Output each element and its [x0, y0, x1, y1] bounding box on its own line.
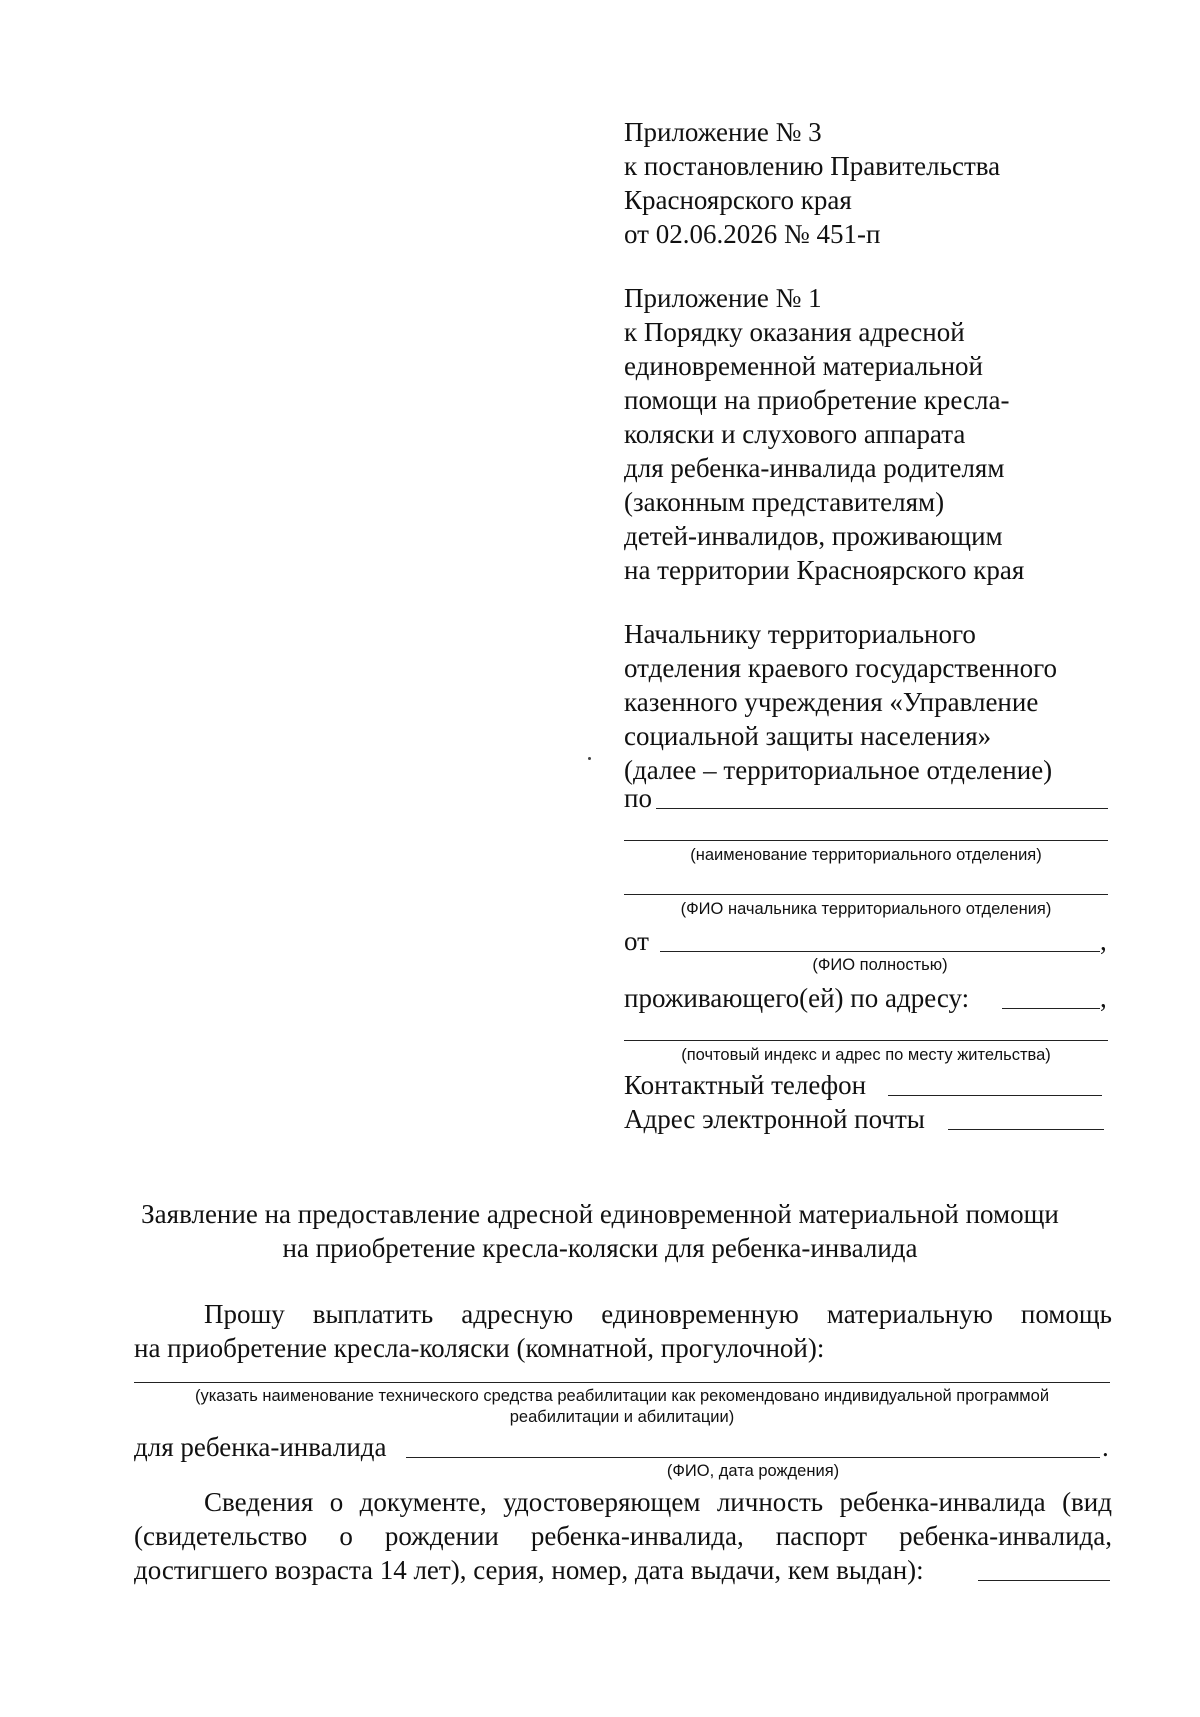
- po-field-line[interactable]: [656, 808, 1108, 809]
- appendix3-line1: Приложение № 3: [624, 117, 822, 147]
- hint-tsr-line2: реабилитации и абилитации): [509, 1408, 735, 1426]
- head-field-line[interactable]: [624, 894, 1108, 895]
- email-field-line[interactable]: [948, 1129, 1104, 1130]
- para1-line1: Прошу выплатить адресную единовременную материальную помощь: [204, 1299, 1112, 1329]
- appendix1-line2: к Порядку оказания адресной: [624, 317, 965, 347]
- addressee-line2: отделения краевого государственного: [624, 653, 1058, 683]
- para1-line2: на приобретение кресла-коляски (комнатной, прогулочной):: [134, 1333, 825, 1363]
- email-label: Адрес электронной почты: [624, 1104, 925, 1134]
- from-comma: ,: [1100, 926, 1107, 956]
- appendix3-line3: Красноярского края: [624, 185, 852, 215]
- addressee-line4: социальной защиты населения»: [624, 721, 992, 751]
- appendix1-line3: единовременной материальной: [624, 351, 983, 381]
- hint-address: (почтовый индекс и адрес по месту жительства): [681, 1046, 1051, 1064]
- appendix1-line9: на территории Красноярского края: [624, 555, 1025, 585]
- para2-line3: достигшего возраста 14 лет), серия, номер, дата выдачи, кем выдан):: [134, 1555, 924, 1585]
- child-period: .: [1102, 1432, 1109, 1462]
- hint-tsr-line1: (указать наименование технического средства реабилитации как рекомендовано индивидуальной программой: [194, 1387, 1050, 1405]
- para2-line2: (свидетельство о рождении ребенка-инвалида, паспорт ребенка-инвалида,: [134, 1521, 1112, 1551]
- title-line1: Заявление на предоставление адресной единовременной материальной помощи: [141, 1199, 1059, 1229]
- child-label: для ребенка-инвалида: [134, 1432, 387, 1462]
- addressee-line1: Начальнику территориального: [624, 619, 976, 649]
- hint-head: (ФИО начальника территориального отделения): [680, 900, 1052, 918]
- hint-fio: (ФИО полностью): [812, 956, 948, 974]
- from-label: от: [624, 926, 649, 956]
- document-field-line[interactable]: [978, 1580, 1110, 1581]
- appendix1-line1: Приложение № 1: [624, 283, 822, 313]
- hint-child: (ФИО, дата рождения): [666, 1462, 840, 1480]
- addressee-line5: (далее – территориальное отделение): [624, 755, 1053, 785]
- residing-label: проживающего(ей) по адресу:: [624, 983, 970, 1013]
- appendix1-line4: помощи на приобретение кресла-: [624, 385, 1010, 415]
- from-field-line[interactable]: [660, 951, 1100, 952]
- hint-office: (наименование территориального отделения): [690, 846, 1042, 864]
- title-line2: на приобретение кресла-коляски для ребенка-инвалида: [282, 1233, 918, 1263]
- po-label: по: [624, 783, 652, 813]
- appendix3-line2: к постановлению Правительства: [624, 151, 1001, 181]
- child-field-line[interactable]: [406, 1457, 1100, 1458]
- appendix3-line4: от 02.06.2026 № 451-п: [624, 219, 881, 249]
- appendix1-line5: коляски и слухового аппарата: [624, 419, 966, 449]
- tsr-field-line[interactable]: [134, 1382, 1110, 1383]
- phone-label: Контактный телефон: [624, 1070, 867, 1100]
- appendix1-line6: для ребенка-инвалида родителям: [624, 453, 1005, 483]
- appendix1-line7: (законным представителям): [624, 487, 945, 517]
- stray-dot: [588, 757, 591, 760]
- address-field-line[interactable]: [624, 1040, 1108, 1041]
- residing-comma: ,: [1100, 983, 1107, 1013]
- para2-line1: Сведения о документе, удостоверяющем личность ребенка-инвалида (вид: [204, 1487, 1112, 1517]
- phone-field-line[interactable]: [888, 1095, 1102, 1096]
- office-field-line[interactable]: [624, 840, 1108, 841]
- appendix1-line8: детей-инвалидов, проживающим: [624, 521, 1003, 551]
- addressee-line3: казенного учреждения «Управление: [624, 687, 1039, 717]
- residing-field-line[interactable]: [1002, 1008, 1100, 1009]
